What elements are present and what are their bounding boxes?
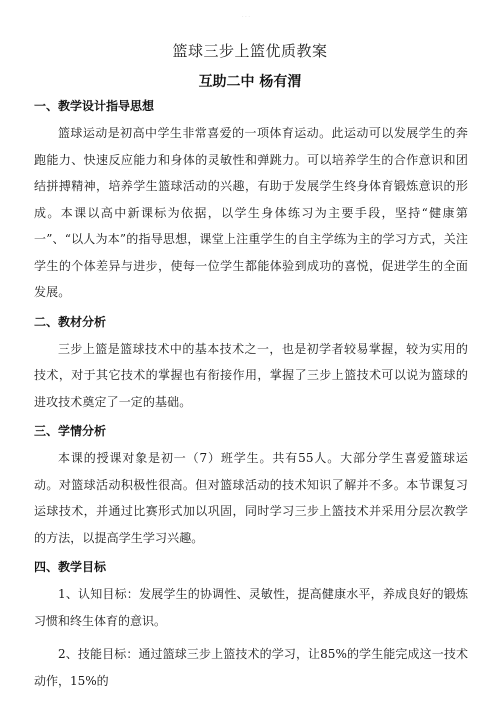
section-heading: 一、教学设计指导思想 xyxy=(34,99,155,113)
section-material-analysis xyxy=(34,312,468,416)
document-body xyxy=(34,96,468,701)
goal-item: 2、技能目标：通过篮球三步上篮技术的学习，让85%的学生能完成这一技术动作，15%的 xyxy=(34,647,468,688)
section-teaching-goals xyxy=(34,557,468,695)
paragraph: 本课的授课对象是初一（7）班学生。共有55人。大部分学生喜爱篮球运动。对篮球活动积极性很高。但对篮球活动的技术知识了解并不多。本节课复习运球技术，并通过比赛形式加以巩固，同时学习三步上篮技术并采用分层次教学的方法，以提高学生学习兴趣。 xyxy=(34,451,468,545)
paragraph: 篮球运动是初高中学生非常喜爱的一项体育运动。此运动可以发展学生的奔跑能力、快速反应能力和身体的灵敏性和弹跳力。可以培养学生的合作意识和团结拼搏精神，培养学生篮球活动的兴趣，有助于发展学生终身体育锻炼意识的形成。本课以高中新课标为依据，以学生身体练习为主要手段，坚持“健康第一”、“以人为本”的指导思想，课堂上注重学生的自主学练为主的学习方式，关注学生的个体差异与进步，使每一位学生都能体验到成功的喜悦，促进学生的全面发展。 xyxy=(34,126,468,299)
paragraph: 三步上篮是篮球技术中的基本技术之一，也是初学者较易掌握，较为实用的技术，对于其它技术的掌握也有衔接作用，掌握了三步上篮技术可以说为篮球的进攻技术奠定了一定的基础。 xyxy=(34,341,468,409)
header-mark: · · · xyxy=(242,14,250,20)
section-student-analysis xyxy=(34,421,468,551)
section-heading: 四、教学目标 xyxy=(34,560,107,574)
document-author: 互助二中 杨有渭 xyxy=(198,74,302,90)
section-heading: 三、学情分析 xyxy=(34,424,107,438)
section-guiding-ideology xyxy=(34,96,468,306)
section-heading: 二、教材分析 xyxy=(34,314,107,329)
goal-item: 1、认知目标：发展学生的协调性、灵敏性，提高健康水平，养成良好的锻炼习惯和终生体育的意识。 xyxy=(34,587,468,628)
document-title: 篮球三步上篮优质教案 xyxy=(172,42,328,60)
